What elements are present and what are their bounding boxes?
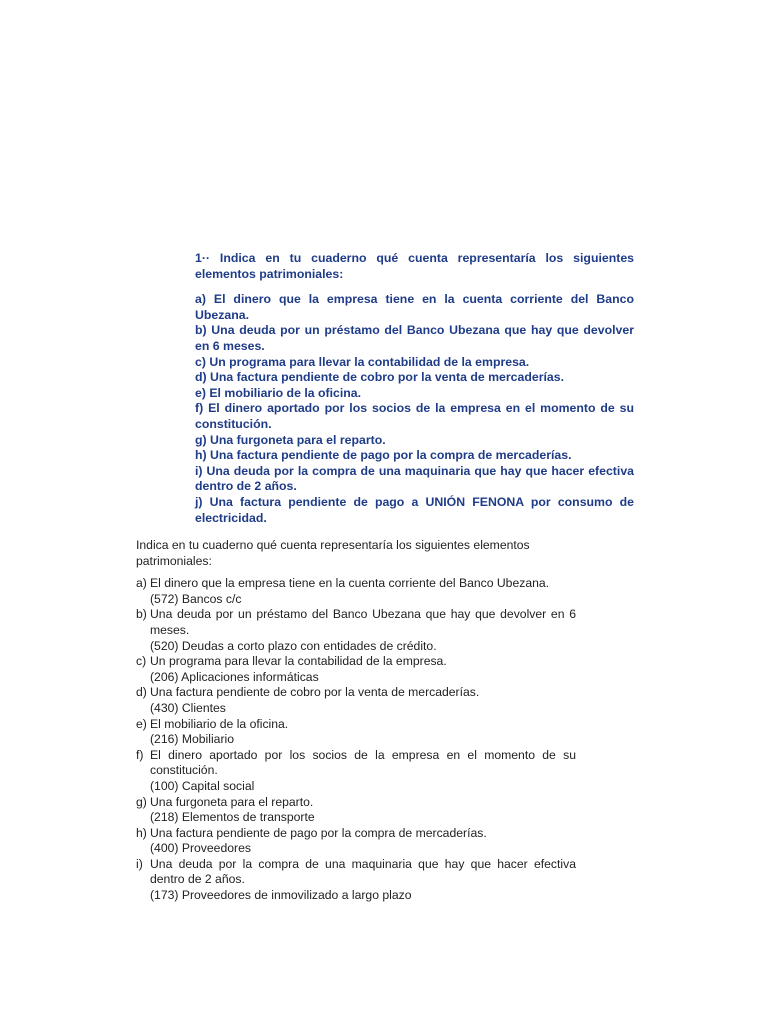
answer-text: Un programa para llevar la contabilidad de la empresa. bbox=[150, 654, 447, 669]
answer-item-g bbox=[136, 795, 576, 826]
question-title: 1·· Indica en tu cuaderno qué cuenta representaría los siguientes elementos patrimoniales: bbox=[195, 251, 634, 281]
answer-letter: c) bbox=[136, 654, 147, 669]
answer-text: Una deuda por la compra de una maquinaria que hay que hacer efectiva dentro de 2 años. bbox=[150, 856, 576, 887]
answer-letter: a) bbox=[136, 576, 147, 591]
answer-letter: g) bbox=[136, 794, 147, 809]
answer-account: (400) Proveedores bbox=[150, 841, 251, 856]
answer-account: (520) Deudas a corto plazo con entidades de crédito. bbox=[150, 638, 437, 653]
answer-letter: d) bbox=[136, 685, 147, 700]
answer-item-i bbox=[136, 857, 576, 904]
answer-text: Una factura pendiente de pago por la compra de mercaderías. bbox=[150, 825, 487, 840]
question-item-e: e) El mobiliario de la oficina. bbox=[195, 385, 362, 400]
answer-text: El dinero aportado por los socios de la empresa en el momento de su constitución. bbox=[150, 747, 576, 778]
question-item-h: h) Una factura pendiente de pago por la compra de mercaderías. bbox=[195, 448, 572, 463]
answer-item-f bbox=[136, 748, 576, 795]
answer-text: Una deuda por un préstamo del Banco Ubezana que hay que devolver en 6 meses. bbox=[150, 607, 576, 637]
answer-text: Una factura pendiente de cobro por la venta de mercaderías. bbox=[150, 685, 480, 700]
answer-account: (173) Proveedores de inmovilizado a largo plazo bbox=[150, 888, 412, 903]
answer-account: (206) Aplicaciones informáticas bbox=[150, 669, 319, 684]
answer-block bbox=[136, 538, 576, 904]
answer-text: El mobiliario de la oficina. bbox=[150, 716, 289, 731]
answer-account: (572) Bancos c/c bbox=[150, 591, 242, 606]
question-item-g: g) Una furgoneta para el reparto. bbox=[195, 432, 386, 447]
question-item-b: b) Una deuda por un préstamo del Banco Ubezana que hay que devolver en 6 meses. bbox=[195, 323, 634, 353]
answer-text: El dinero que la empresa tiene en la cuenta corriente del Banco Ubezana. bbox=[150, 576, 550, 591]
answer-intro: Indica en tu cuaderno qué cuenta representaría los siguientes elementos patrimoniales: bbox=[136, 538, 530, 568]
answer-letter: i) bbox=[136, 856, 143, 871]
answer-item-e bbox=[136, 717, 576, 748]
answer-letter: e) bbox=[136, 716, 147, 731]
answer-account: (218) Elementos de transporte bbox=[150, 810, 315, 825]
answer-item-c bbox=[136, 654, 576, 685]
answer-account: (430) Clientes bbox=[150, 700, 226, 715]
answer-letter: f) bbox=[136, 747, 144, 762]
answer-item-h bbox=[136, 826, 576, 857]
question-item-i: i) Una deuda por la compra de una maquinaria que hay que hacer efectiva dentro de 2 años. bbox=[195, 463, 634, 494]
question-item-d: d) Una factura pendiente de cobro por la venta de mercaderías. bbox=[195, 370, 565, 385]
question-block bbox=[195, 251, 634, 526]
answer-item-d bbox=[136, 685, 576, 716]
question-item-f: f) El dinero aportado por los socios de la empresa en el momento de su constitución. bbox=[195, 401, 634, 431]
answer-item-b bbox=[136, 607, 576, 654]
answer-item-a bbox=[136, 576, 576, 607]
answer-letter: h) bbox=[136, 825, 147, 840]
question-item-j: j) Una factura pendiente de pago a UNIÓN FENONA por consumo de electricidad. bbox=[195, 494, 634, 525]
answer-text: Una furgoneta para el reparto. bbox=[150, 794, 314, 809]
answer-letter: b) bbox=[136, 607, 147, 622]
answer-account: (216) Mobiliario bbox=[150, 732, 234, 747]
question-item-a: a) El dinero que la empresa tiene en la cuenta corriente del Banco Ubezana. bbox=[195, 292, 634, 322]
answer-account: (100) Capital social bbox=[150, 778, 255, 793]
question-item-c: c) Un programa para llevar la contabilidad de la empresa. bbox=[195, 354, 530, 369]
